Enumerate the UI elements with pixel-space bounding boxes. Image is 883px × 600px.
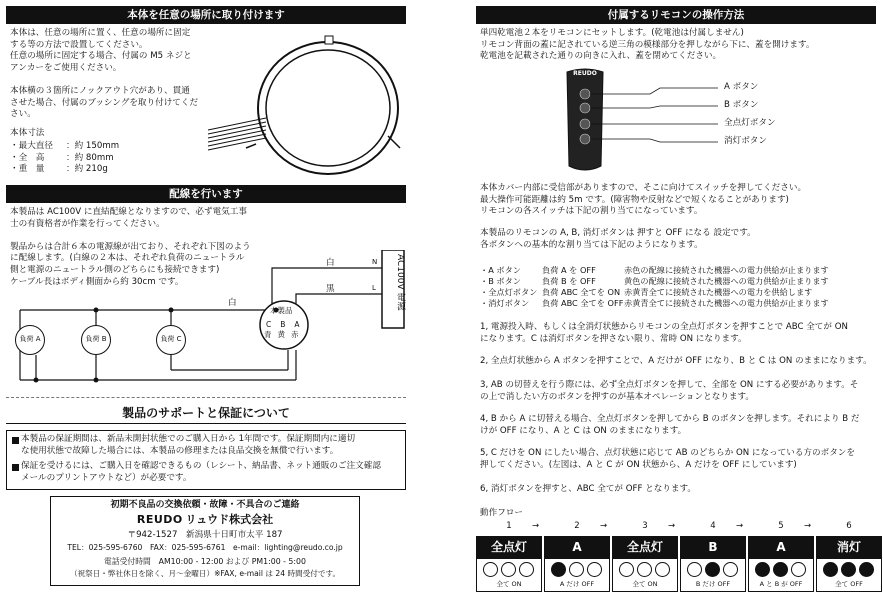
load-off-icon: [859, 562, 874, 577]
dim-value: ：約 80mm: [66, 152, 114, 163]
flow-step-label: 全点灯: [612, 536, 678, 558]
section-header-support: 製品のサポートと保証について: [6, 405, 406, 424]
flow-title: 動作フロー: [480, 508, 523, 518]
step-5: 5, C だけを ON にしたい場合、点灯状態に応じて AB のどちらか ON になっている方のボタンを 押してください。(左図は、A と C が ON 状態から、A だけを OFF にしています): [480, 448, 855, 470]
flow-step-label: B: [680, 536, 746, 558]
flow-step-state: [816, 558, 882, 592]
flow-step-state: [544, 558, 610, 592]
assign-table: [480, 265, 829, 309]
load-on-icon: [519, 562, 534, 577]
remote-label-b: B ボタン: [724, 100, 759, 110]
load-off-icon: [705, 562, 720, 577]
dims-list: [10, 141, 119, 176]
warranty-item-1: 本製品の保証期間は、新品未開封状態でのご購入日から 1年間です。保証期間内に適切 な使用状態で故障した場合には、本製品の修理または良品交換を無償で行います。: [12, 434, 355, 457]
terminal-colors: [264, 330, 299, 340]
load-on-icon: [483, 562, 498, 577]
load-on-icon: [791, 562, 806, 577]
section-header-install: 本体を任意の場所に取り付けます: [6, 6, 406, 24]
flow-arrow-icon: →: [736, 521, 744, 531]
load-a: 負荷 A: [15, 325, 45, 355]
load-on-icon: [569, 562, 584, 577]
flow-arrow-icon: →: [600, 521, 608, 531]
step-2: 2, 全点灯状態から A ボタンを押すことで、A だけが OFF になり、B と C は ON のままになります。: [480, 356, 872, 366]
divider-line: [6, 397, 406, 398]
warranty-item-2: 保証を受けるには、ご購入日を確認できるもの（レシート、納品書、ネット通販のご注文確認 メールのプリントアウトなど）が必要です。: [12, 461, 381, 484]
load-on-icon: [637, 562, 652, 577]
terminal-color-b: 黄: [277, 330, 285, 339]
load-state-indicators: [755, 562, 806, 577]
contact-hours: 電話受付時間 AM10:00 - 12:00 および PM1:00 - 5:00: [104, 557, 306, 566]
wiring-diagram: [6, 250, 411, 390]
reudo-logo: REUDO: [136, 513, 183, 526]
load-on-icon: [587, 562, 602, 577]
flow-step-state: [476, 558, 542, 592]
flow-step-state: [680, 558, 746, 592]
terminal-c: C: [266, 320, 272, 329]
flow-arrow-icon: →: [532, 521, 540, 531]
dims-title: 本体寸法: [10, 128, 45, 138]
flow-step-state: [748, 558, 814, 592]
flow-step-caption: 全て ON: [496, 580, 522, 588]
terminal-labels: [266, 320, 300, 330]
load-c: 負荷 C: [156, 325, 186, 355]
dim-value: ：約 210g: [66, 164, 108, 175]
step-4: 4, B から A に切替える場合、全点灯ボタンを押してから B のボタンを押します。それにより B だ けが OFF になり、A と C は ON のままになります。: [480, 414, 860, 436]
load-state-indicators: [823, 562, 874, 577]
remote-label-a: A ボタン: [724, 82, 759, 92]
company-name: リュウド株式会社: [185, 513, 274, 526]
section-header-remote: 付属するリモコンの操作方法: [476, 6, 876, 24]
flow-step-caption: A と B が OFF: [759, 580, 803, 588]
remote-logo: REUDO: [573, 70, 597, 77]
body-label: 本製品: [270, 306, 293, 315]
remote-callout-lines: [590, 82, 730, 152]
flow-step-label: A: [544, 536, 610, 558]
load-state-indicators: [687, 562, 738, 577]
dim-label: ・全 高: [10, 152, 45, 163]
step-1: 1, 電源投入時、もしくは全消灯状態からリモコンの全点灯ボタンを押すことで ABC 全てが ON になります。C は消灯ボタンを押さない限り、常時 ON になります。: [480, 322, 848, 344]
load-on-icon: [501, 562, 516, 577]
load-on-icon: [655, 562, 670, 577]
assign-row: ・B ボタン 負荷 B を OFF 黄色の配線に接続された機器への電力供給が止まります: [480, 276, 829, 287]
square-bullet-icon: [12, 464, 19, 471]
wire-label-white-mid: 白: [228, 298, 237, 308]
power-label: AC100V 電源: [395, 254, 405, 311]
load-state-indicators: [619, 562, 670, 577]
flow-step-label: 消灯: [816, 536, 882, 558]
load-off-icon: [841, 562, 856, 577]
remote-intro: 単四乾電池２本をリモコンにセットします。(乾電池は付属しません) リモコン背面の蓋に記されている逆三角の模様部分を押しながら下に、蓋を開けます。 乾電池を記載された通りの向きに入れ、蓋を閉めてください。: [480, 28, 815, 62]
load-state-indicators: [551, 562, 602, 577]
flow-step-number: 6: [846, 521, 852, 531]
flow-step-state: [612, 558, 678, 592]
contact-phones: TEL：025-595-6760 FAX：025-595-6761 e-mail：lighting@reudo.co.jp: [67, 543, 343, 552]
dim-label: ・重 量: [10, 164, 45, 175]
company-line: [50, 513, 360, 528]
flow-step-label: 全点灯: [476, 536, 542, 558]
receiver-text: 本体カバー内部に受信部がありますので、そこに向けてスイッチを押してください。 最大操作可能距離は約 5m です。(障害物や反射などで短くなることがあります) リモコンの各スイッチは下記の割り当てになっています。: [480, 183, 807, 217]
flow-arrow-icon: →: [804, 521, 812, 531]
terminal-color-a: 赤: [291, 330, 299, 339]
step-6: 6, 消灯ボタンを押すと、ABC 全てが OFF となります。: [480, 484, 696, 494]
load-b: 負荷 B: [81, 325, 111, 355]
flow-arrow-icon: →: [668, 521, 676, 531]
step-3: 3, AB の切替えを行う際には、必ず全点灯ボタンを押して、全部を ON にする必要があります。そ の上で消したい方のボタンを押すのが基本オペレーションとなります。: [480, 380, 859, 402]
section-header-wiring: 配線を行います: [6, 185, 406, 203]
dim-value: ：約 150mm: [66, 141, 120, 151]
wiring-text: 本製品は AC100V に直結配線となりますので、必ず電気工事 士の有資格者が作業を行ってください。 製品からは合計６本の電源線が出ており、それぞれ下図のよう に配線します。(白線の２本は、それぞれ負荷のニュートラル 側と電源のニュートラル側のどちらにも接続できます) ケーブル長はボディ側面から約 30cm です。: [10, 207, 251, 287]
flow-step-label: A: [748, 536, 814, 558]
install-text: 本体は、任意の場所に置く、任意の場所に固定 する等の方法で設置してください。 任意の場所に固定する場合、付属の M5 ネジと アンカーをご使用ください。 本体横の３箇所にノックアウト穴があり、貫通 させた場合、付属のブッシングを取り付けてくだ さい。: [10, 28, 199, 120]
load-off-icon: [551, 562, 566, 577]
load-state-indicators: [483, 562, 534, 577]
flow-step-number: 5: [778, 521, 784, 531]
remote-label-all-on: 全点灯ボタン: [724, 118, 776, 128]
l-label: L: [372, 284, 376, 292]
load-on-icon: [723, 562, 738, 577]
contact-heading: 初期不良品の交換依頼・故障・不具合のご連絡: [110, 500, 300, 510]
remote-label-off: 消灯ボタン: [724, 136, 767, 146]
n-label: N: [372, 258, 378, 266]
terminal-b: B: [280, 320, 286, 329]
flow-step-number: 2: [574, 521, 580, 531]
flow-step-number: 1: [506, 521, 512, 531]
flow-step-caption: A だけ OFF: [559, 580, 595, 588]
load-on-icon: [619, 562, 634, 577]
dim-label: ・最大直径: [10, 141, 53, 151]
flow-step-number: 4: [710, 521, 716, 531]
contact-address: 〒942-1527 新潟県十日町市太平 187: [127, 530, 283, 540]
product-ring-illustration: [200, 26, 410, 181]
square-bullet-icon: [12, 437, 19, 444]
flow-step-caption: 全て ON: [632, 580, 658, 588]
load-off-icon: [823, 562, 838, 577]
terminal-color-c: 青: [264, 330, 272, 339]
load-on-icon: [687, 562, 702, 577]
wire-label-black: 黒: [326, 284, 335, 294]
assign-row: ・全点灯ボタン 負荷 ABC 全てを ON 赤黄青全てに接続された機器への電力を供給します: [480, 287, 813, 298]
assign-row: ・消灯ボタン 負荷 ABC 全てを OFF 赤黄青全てに接続された機器への電力供給が止まります: [480, 298, 829, 309]
assign-row: ・A ボタン 負荷 A を OFF 赤色の配線に接続された機器への電力供給が止まります: [480, 265, 829, 275]
load-off-icon: [773, 562, 788, 577]
flow-step-number: 3: [642, 521, 648, 531]
flow-step-caption: 全て OFF: [835, 580, 863, 588]
terminal-a: A: [294, 320, 300, 329]
flow-step-caption: B だけ OFF: [695, 580, 731, 588]
wire-label-white-top: 白: [326, 258, 335, 268]
contact-hours-note: （祝祭日・弊社休日を除く、月〜金曜日）※FAX, e-mail は 24 時間受付です。: [69, 569, 341, 578]
load-off-icon: [755, 562, 770, 577]
button-setting-text: 本製品のリモコンの A, B, 消灯ボタンは 押すと OFF になる 設定です。 各ボタンへの基本的な割り当ては下記のようになります。: [480, 228, 756, 250]
